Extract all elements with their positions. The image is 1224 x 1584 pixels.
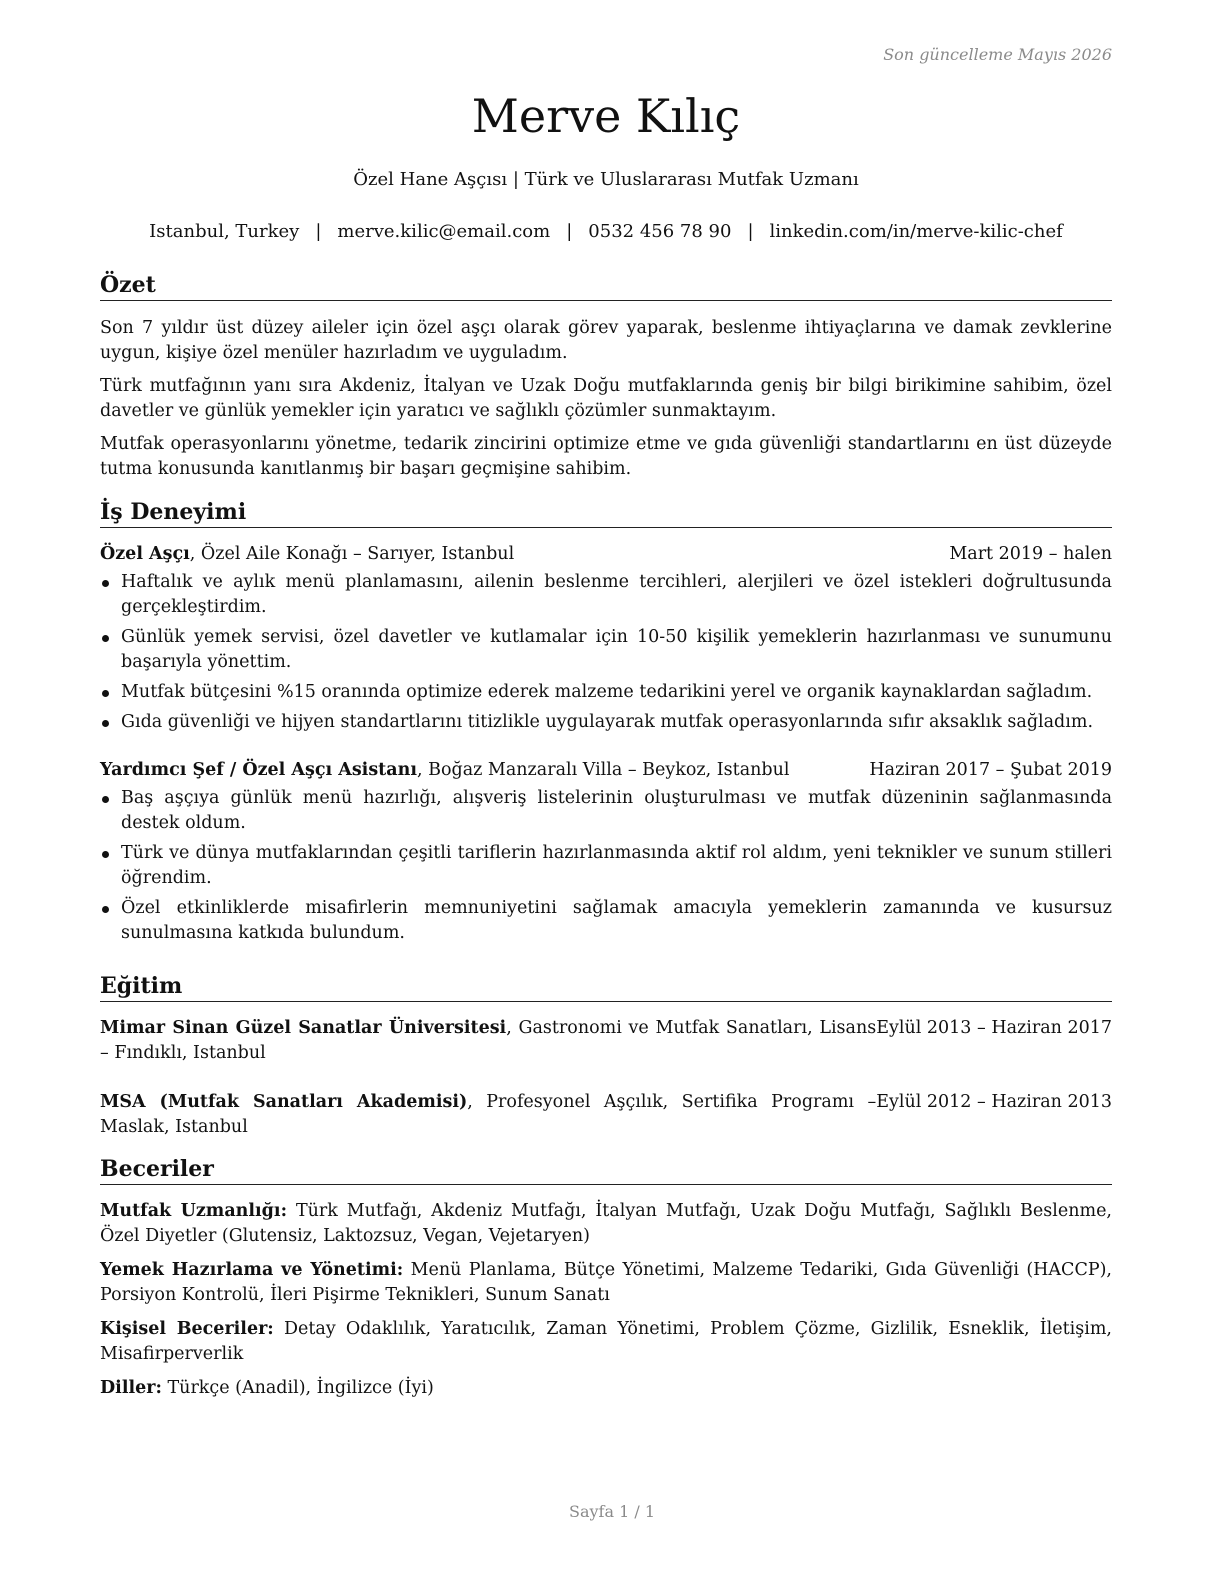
education-dates: Eylül 2013 – Haziran 2017 xyxy=(876,1018,1112,1038)
skill-label: Mutfak Uzmanlığı: xyxy=(100,1201,288,1221)
job-bullet: Haftalık ve aylık menü planlamasını, ailenin beslenme tercihleri, alerjileri ve özel istekleri doğrultusunda gerçekleştirdim. xyxy=(100,570,1112,620)
contact-location: Istanbul, Turkey xyxy=(149,221,300,242)
contact-separator: | xyxy=(566,221,573,242)
job-bullets xyxy=(100,570,1112,735)
job-dates: Mart 2019 – halen xyxy=(949,544,1112,564)
education-item xyxy=(100,1090,1112,1140)
section-title-education: Eğitim xyxy=(100,972,1112,1002)
job-bullet: Özel etkinliklerde misafirlerin memnuniyetini sağlamak amacıyla yemeklerin zamanında ve kusursuz sunulmasına katkıda bulundum. xyxy=(100,896,1112,946)
job-role: Özel Aşçı xyxy=(100,544,190,564)
education-detail xyxy=(100,1090,876,1140)
section-title-skills: Beceriler xyxy=(100,1155,1112,1185)
skill-label: Kişisel Beceriler: xyxy=(100,1319,274,1339)
contact-separator: | xyxy=(315,221,322,242)
contact-separator: | xyxy=(747,221,754,242)
education-school: MSA (Mutfak Sanatları Akademisi) xyxy=(100,1092,468,1112)
job-place: , Boğaz Manzaralı Villa – Beykoz, Istanbul xyxy=(416,760,790,780)
job-bullet: Baş aşçıya günlük menü hazırlığı, alışveriş listelerinin oluşturulması ve mutfak düzeninin sağlanmasında destek oldum. xyxy=(100,786,1112,836)
skill-text: Menü Planlama, Bütçe Yönetimi, Malzeme Tedariki, Gıda Güvenliği (HACCP), Porsiyon Kontrolü, İleri Pişirme Teknikleri, Sunum Sanatı xyxy=(100,1260,1112,1305)
skill-text: Türk Mutfağı, Akdeniz Mutfağı, İtalyan Mutfağı, Uzak Doğu Mutfağı, Sağlıklı Beslenme, Özel Diyetler (Glutensiz, Laktozsuz, Vegan, Vejetaryen) xyxy=(100,1201,1112,1246)
job-header xyxy=(100,758,1112,783)
job-place: , Özel Aile Konağı – Sarıyer, Istanbul xyxy=(189,544,515,564)
job-bullet: Türk ve dünya mutfaklarından çeşitli tariflerin hazırlanmasında aktif rol aldım, yeni teknikler ve sunum stilleri öğrendim. xyxy=(100,841,1112,891)
job-title-line xyxy=(100,758,789,783)
skill-label: Diller: xyxy=(100,1378,162,1398)
section-title-experience: İş Deneyimi xyxy=(100,498,1112,528)
contact-email[interactable]: merve.kilic@email.com xyxy=(337,221,551,242)
skill-label: Yemek Hazırlama ve Yönetimi: xyxy=(100,1260,404,1280)
job-dates: Haziran 2017 – Şubat 2019 xyxy=(869,760,1112,780)
contact-line xyxy=(100,220,1112,244)
job-header xyxy=(100,542,1112,567)
skill-text: Detay Odaklılık, Yaratıcılık, Zaman Yönetimi, Problem Çözme, Gizlilik, Esneklik, İletişim, Misafirperverlik xyxy=(100,1319,1112,1364)
skills-section xyxy=(100,1155,1112,1410)
page-number: Sayfa 1 / 1 xyxy=(568,1502,655,1521)
summary-paragraph: Mutfak operasyonlarını yönetme, tedarik zincirini optimize etme ve gıda güvenliği standartlarını en üst düzeyde tutma konusunda kanıtlanmış bir başarı geçmişine sahibim. xyxy=(100,434,1112,479)
person-name: Merve Kılıç xyxy=(471,89,741,143)
job-bullet: Günlük yemek servisi, özel davetler ve kutlamalar için 10-50 kişilik yemeklerin hazırlanması ve sunumunu başarıyla yönettim. xyxy=(100,625,1112,675)
skill-text: Türkçe (Anadil), İngilizce (İyi) xyxy=(161,1378,434,1398)
education-detail xyxy=(100,1016,876,1066)
experience-section xyxy=(100,498,1112,951)
job-role: Yardımcı Şef / Özel Aşçı Asistanı xyxy=(100,760,417,780)
contact-linkedin[interactable]: linkedin.com/in/merve-kilic-chef xyxy=(769,221,1063,242)
education-school: Mimar Sinan Güzel Sanatlar Üniversitesi xyxy=(100,1018,507,1038)
skill-item xyxy=(100,1258,1112,1308)
summary-section xyxy=(100,271,1112,482)
education-program: , Gastronomi ve Mutfak Sanatları, Lisans – Fındıklı, Istanbul xyxy=(100,1018,877,1063)
section-title-summary: Özet xyxy=(100,271,1112,301)
job-subtitle: Özel Hane Aşçısı | Türk ve Uluslararası Mutfak Uzmanı xyxy=(353,169,859,190)
job-bullet: Mutfak bütçesini %15 oranında optimize ederek malzeme tedarikini yerel ve organik kaynaklardan sağladım. xyxy=(100,680,1112,705)
education-dates: Eylül 2012 – Haziran 2013 xyxy=(876,1092,1112,1112)
education-program: , Profesyonel Aşçılık, Sertifika Programı – Maslak, Istanbul xyxy=(100,1092,877,1137)
last-updated: Son güncelleme Mayıs 2026 xyxy=(883,45,1112,64)
skill-item xyxy=(100,1317,1112,1367)
job-bullets xyxy=(100,786,1112,946)
contact-phone[interactable]: 0532 456 78 90 xyxy=(588,221,732,242)
education-item xyxy=(100,1016,1112,1066)
skill-item xyxy=(100,1376,1112,1401)
job-title-line xyxy=(100,542,514,567)
summary-paragraph: Son 7 yıldır üst düzey aileler için özel aşçı olarak görev yaparak, beslenme ihtiyaçlarına ve damak zevklerine uygun, kişiye özel menüler hazırladım ve uyguladım. xyxy=(100,318,1112,363)
job-bullet: Gıda güvenliği ve hijyen standartlarını titizlikle uygulayarak mutfak operasyonlarında sıfır aksaklık sağladım. xyxy=(100,710,1112,735)
education-section xyxy=(100,972,1112,1140)
summary-paragraph: Türk mutfağının yanı sıra Akdeniz, İtalyan ve Uzak Doğu mutfaklarında geniş bir bilgi birikimine sahibim, özel davetler ve günlük yemekler için yaratıcı ve sağlıklı çözümler sunmaktayım. xyxy=(100,376,1112,421)
skill-item xyxy=(100,1199,1112,1249)
